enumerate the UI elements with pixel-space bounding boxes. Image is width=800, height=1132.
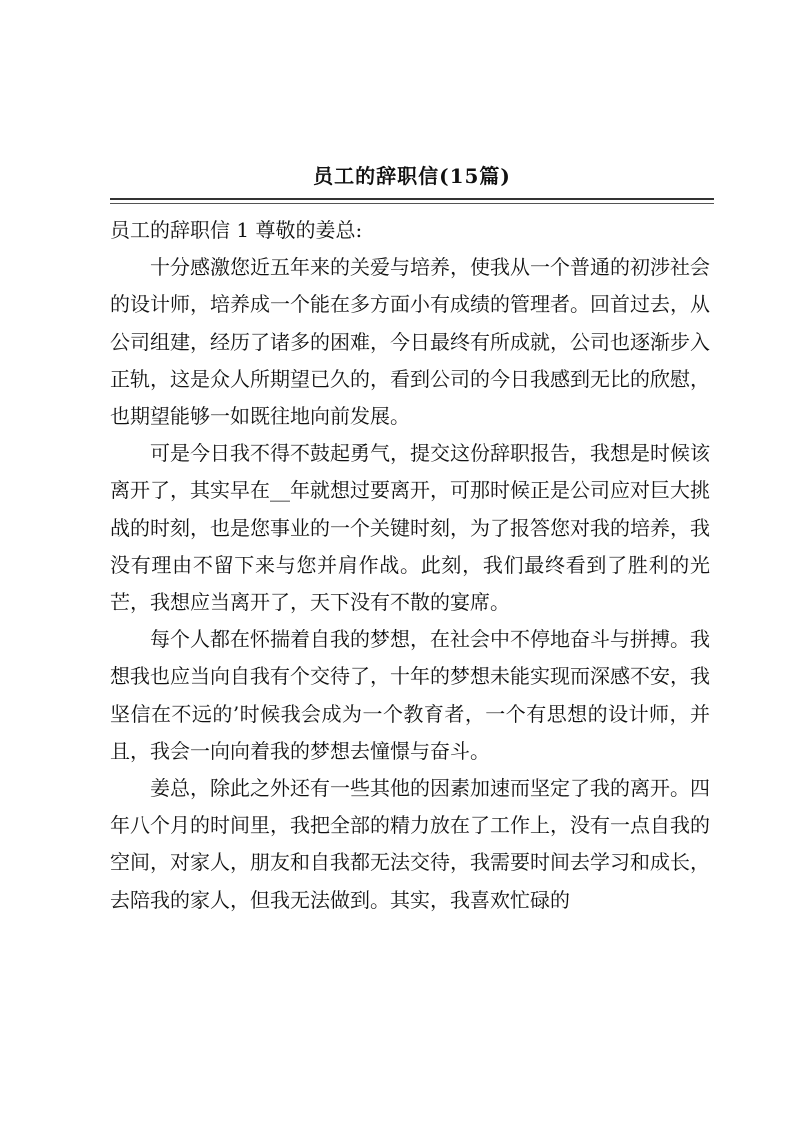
title-rule-thin: [110, 203, 714, 204]
title-rule-thick: [110, 198, 714, 200]
paragraph-1: 十分感激您近五年来的关爱与培养，使我从一个普通的初涉社会的设计师，培养成一个能在多方面小有成绩的管理者。回首过去，从公司组建，经历了诸多的困难，今日最终有所成就，公司也逐渐步入正轨，这是众人所期望已久的，看到公司的今日我感到无比的欣慰，也期望能够一如既往地向前发展。: [110, 255, 710, 429]
letter-body: [110, 212, 710, 919]
paragraph-4: 姜总，除此之外还有一些其他的因素加速而坚定了我的离开。四年八个月的时间里，我把全部的精力放在了工作上，没有一点自我的空间，对家人，朋友和自我都无法交待，我需要时间去学习和成长，去陪我的家人，但我无法做到。其实，我喜欢忙碌的: [110, 776, 710, 912]
letter-opening: 员工的辞职信 1 尊敬的姜总:: [110, 218, 363, 242]
paragraph-2: 可是今日我不得不鼓起勇气，提交这份辞职报告，我想是时候该离开了，其实早在__年就想过要离开，可那时候正是公司应对巨大挑战的时刻，也是您事业的一个关键时刻，为了报答您对我的培养，我没有理由不留下来与您并肩作战。此刻，我们最终看到了胜利的光芒，我想应当离开了，天下没有不散的宴席。: [110, 441, 710, 615]
document-title: 员工的辞职信(15篇): [313, 164, 511, 188]
paragraph-3: 每个人都在怀揣着自我的梦想，在社会中不停地奋斗与拼搏。我想我也应当向自我有个交待了，十年的梦想未能实现而深感不安，我坚信在不远的’时候我会成为一个教育者，一个有思想的设计师，并且，我会一向向着我的梦想去憧憬与奋斗。: [110, 627, 710, 763]
